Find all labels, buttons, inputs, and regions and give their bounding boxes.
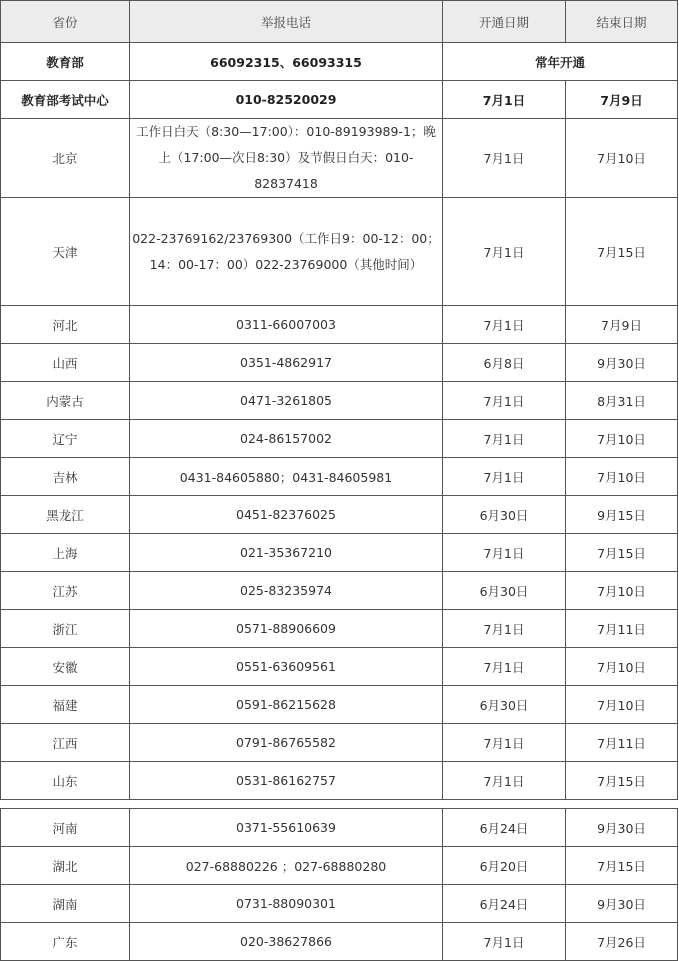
phone-cell: 010-82520029 bbox=[130, 81, 443, 119]
end-date-cell: 7月9日 bbox=[566, 306, 678, 344]
province-cell: 江西 bbox=[1, 724, 130, 762]
province-cell: 安徽 bbox=[1, 648, 130, 686]
province-cell: 辽宁 bbox=[1, 420, 130, 458]
province-cell: 内蒙古 bbox=[1, 382, 130, 420]
table-row bbox=[1, 198, 678, 306]
end-date-cell: 9月30日 bbox=[566, 885, 678, 923]
start-date-cell: 7月1日 bbox=[443, 306, 566, 344]
end-date-cell: 9月30日 bbox=[566, 809, 678, 847]
table-row bbox=[1, 809, 678, 847]
table-row bbox=[1, 762, 678, 800]
start-date-cell: 7月1日 bbox=[443, 458, 566, 496]
phone-cell: 027-68880226 ；027-68880280 bbox=[130, 847, 443, 885]
start-date-cell: 6月24日 bbox=[443, 809, 566, 847]
province-cell: 教育部 bbox=[1, 43, 130, 81]
phone-cell: 0791-86765582 bbox=[130, 724, 443, 762]
end-date-cell: 7月15日 bbox=[566, 847, 678, 885]
end-date-cell: 7月26日 bbox=[566, 923, 678, 961]
end-date-cell: 7月10日 bbox=[566, 686, 678, 724]
province-cell: 黑龙江 bbox=[1, 496, 130, 534]
phone-cell: 0591-86215628 bbox=[130, 686, 443, 724]
header-province: 省份 bbox=[1, 1, 130, 43]
province-cell: 教育部考试中心 bbox=[1, 81, 130, 119]
table-row bbox=[1, 724, 678, 762]
table-row bbox=[1, 420, 678, 458]
table-row bbox=[1, 923, 678, 961]
start-date-cell: 7月1日 bbox=[443, 81, 566, 119]
province-cell: 湖南 bbox=[1, 885, 130, 923]
period-cell: 常年开通 bbox=[443, 43, 678, 81]
province-cell: 福建 bbox=[1, 686, 130, 724]
province-cell: 湖北 bbox=[1, 847, 130, 885]
end-date-cell: 7月10日 bbox=[566, 458, 678, 496]
start-date-cell: 7月1日 bbox=[443, 198, 566, 306]
end-date-cell: 7月15日 bbox=[566, 762, 678, 800]
report-phone-table-part2 bbox=[0, 808, 678, 961]
start-date-cell: 7月1日 bbox=[443, 534, 566, 572]
phone-cell: 0471-3261805 bbox=[130, 382, 443, 420]
end-date-cell: 9月15日 bbox=[566, 496, 678, 534]
table-row bbox=[1, 43, 678, 81]
end-date-cell: 8月31日 bbox=[566, 382, 678, 420]
table-row bbox=[1, 648, 678, 686]
table-row bbox=[1, 686, 678, 724]
table-row bbox=[1, 496, 678, 534]
phone-cell: 0371-55610639 bbox=[130, 809, 443, 847]
table-row bbox=[1, 572, 678, 610]
phone-cell: 024-86157002 bbox=[130, 420, 443, 458]
start-date-cell: 7月1日 bbox=[443, 119, 566, 198]
end-date-cell: 7月11日 bbox=[566, 610, 678, 648]
start-date-cell: 6月30日 bbox=[443, 686, 566, 724]
province-cell: 河南 bbox=[1, 809, 130, 847]
end-date-cell: 7月11日 bbox=[566, 724, 678, 762]
province-cell: 吉林 bbox=[1, 458, 130, 496]
table-row bbox=[1, 81, 678, 119]
end-date-cell: 7月10日 bbox=[566, 572, 678, 610]
province-cell: 浙江 bbox=[1, 610, 130, 648]
province-cell: 山西 bbox=[1, 344, 130, 382]
table-row bbox=[1, 119, 678, 198]
province-cell: 广东 bbox=[1, 923, 130, 961]
header-end-date: 结束日期 bbox=[566, 1, 678, 43]
start-date-cell: 6月20日 bbox=[443, 847, 566, 885]
province-cell: 上海 bbox=[1, 534, 130, 572]
start-date-cell: 6月30日 bbox=[443, 496, 566, 534]
start-date-cell: 6月8日 bbox=[443, 344, 566, 382]
end-date-cell: 7月15日 bbox=[566, 534, 678, 572]
end-date-cell: 9月30日 bbox=[566, 344, 678, 382]
table-row bbox=[1, 847, 678, 885]
end-date-cell: 7月15日 bbox=[566, 198, 678, 306]
table-row bbox=[1, 534, 678, 572]
start-date-cell: 7月1日 bbox=[443, 610, 566, 648]
phone-cell: 025-83235974 bbox=[130, 572, 443, 610]
table-gap bbox=[0, 800, 679, 808]
province-cell: 山东 bbox=[1, 762, 130, 800]
end-date-cell: 7月10日 bbox=[566, 119, 678, 198]
phone-cell: 0431-84605880；0431-84605981 bbox=[130, 458, 443, 496]
header-phone: 举报电话 bbox=[130, 1, 443, 43]
end-date-cell: 7月9日 bbox=[566, 81, 678, 119]
start-date-cell: 7月1日 bbox=[443, 648, 566, 686]
start-date-cell: 7月1日 bbox=[443, 923, 566, 961]
header-row bbox=[1, 1, 678, 43]
start-date-cell: 7月1日 bbox=[443, 420, 566, 458]
end-date-cell: 7月10日 bbox=[566, 648, 678, 686]
phone-cell: 0731-88090301 bbox=[130, 885, 443, 923]
phone-cell: 0571-88906609 bbox=[130, 610, 443, 648]
table-row bbox=[1, 382, 678, 420]
phone-cell: 020-38627866 bbox=[130, 923, 443, 961]
province-cell: 天津 bbox=[1, 198, 130, 306]
table-row bbox=[1, 885, 678, 923]
start-date-cell: 6月30日 bbox=[443, 572, 566, 610]
table-row bbox=[1, 344, 678, 382]
start-date-cell: 7月1日 bbox=[443, 724, 566, 762]
table-row bbox=[1, 458, 678, 496]
phone-cell: 0551-63609561 bbox=[130, 648, 443, 686]
table-row bbox=[1, 306, 678, 344]
phone-cell: 0351-4862917 bbox=[130, 344, 443, 382]
phone-cell: 0311-66007003 bbox=[130, 306, 443, 344]
phone-cell: 66092315、66093315 bbox=[130, 43, 443, 81]
province-cell: 江苏 bbox=[1, 572, 130, 610]
start-date-cell: 7月1日 bbox=[443, 382, 566, 420]
province-cell: 河北 bbox=[1, 306, 130, 344]
table-row bbox=[1, 610, 678, 648]
phone-cell: 022-23769162/23769300（工作日9：00-12：00；14：00-17：00）022-23769000（其他时间） bbox=[130, 198, 443, 306]
province-cell: 北京 bbox=[1, 119, 130, 198]
start-date-cell: 7月1日 bbox=[443, 762, 566, 800]
phone-cell: 0451-82376025 bbox=[130, 496, 443, 534]
start-date-cell: 6月24日 bbox=[443, 885, 566, 923]
phone-cell: 工作日白天（8:30—17:00）：010-89193989-1；晚上（17:00—次日8:30）及节假日白天：010-82837418 bbox=[130, 119, 443, 198]
header-start-date: 开通日期 bbox=[443, 1, 566, 43]
end-date-cell: 7月10日 bbox=[566, 420, 678, 458]
phone-cell: 0531-86162757 bbox=[130, 762, 443, 800]
phone-cell: 021-35367210 bbox=[130, 534, 443, 572]
